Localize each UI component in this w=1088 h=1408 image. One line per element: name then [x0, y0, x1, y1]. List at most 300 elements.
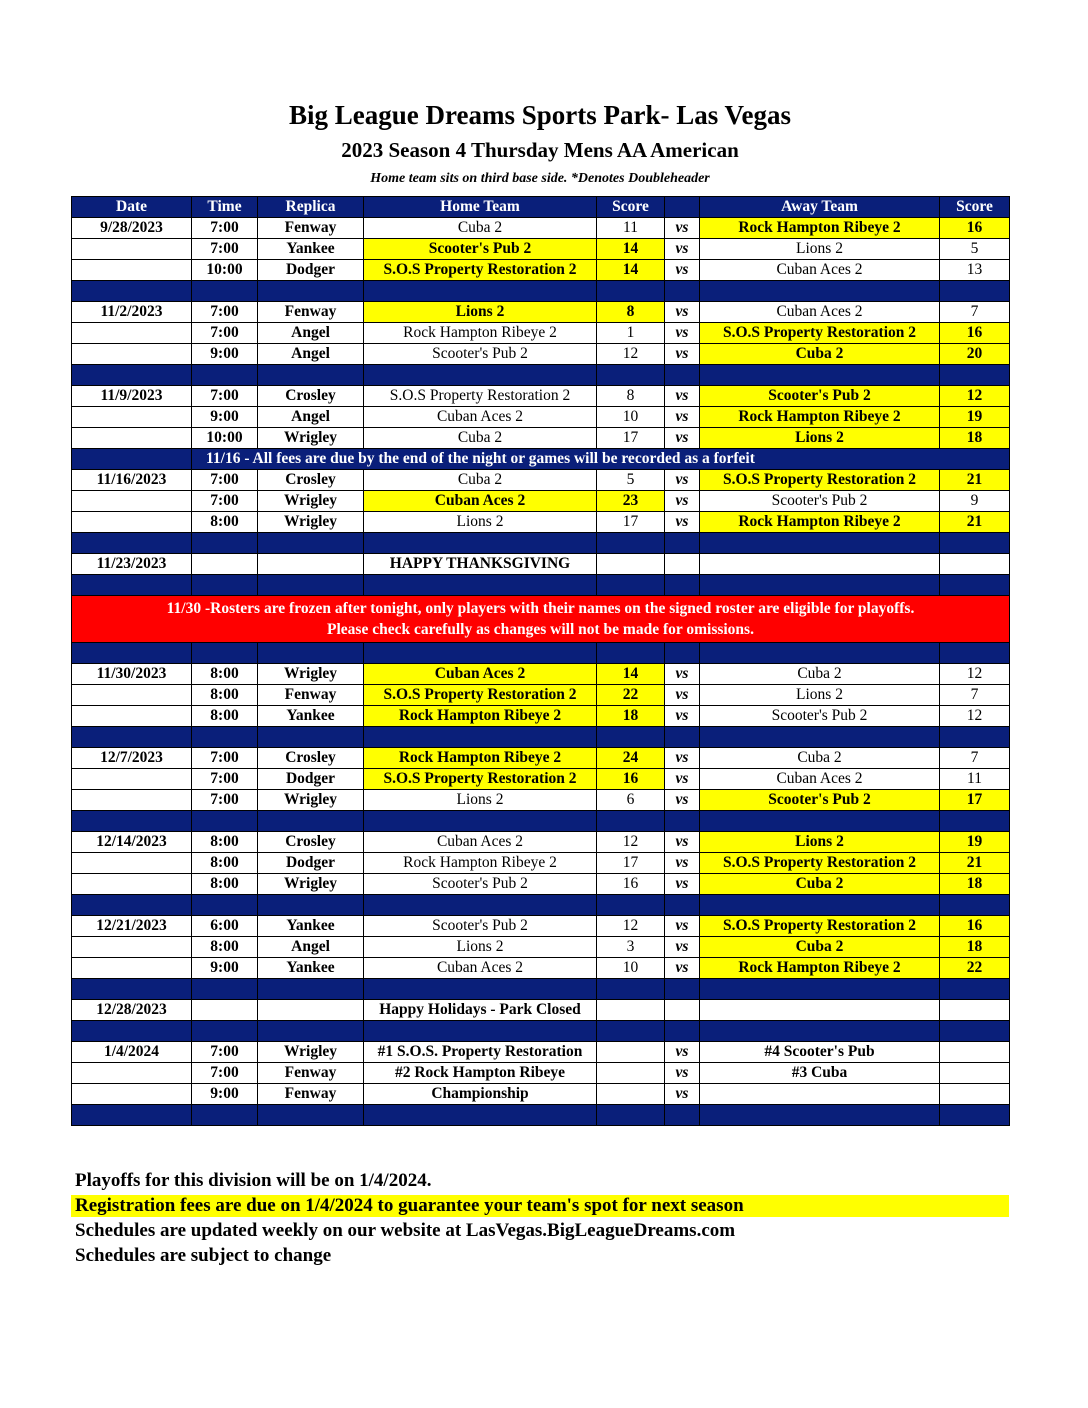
game-date: 9/28/2023	[72, 218, 192, 239]
separator-cell	[192, 643, 258, 664]
game-field: Angel	[258, 323, 364, 344]
game-field: Dodger	[258, 769, 364, 790]
separator-cell	[665, 727, 700, 748]
col-header-away-team: Away Team	[700, 197, 940, 218]
game-time: 9:00	[192, 958, 258, 979]
away-score: 16	[940, 916, 1010, 937]
footer-registration-note: Registration fees are due on 1/4/2024 to guarantee your team's spot for next season	[71, 1195, 1009, 1217]
separator-row	[72, 895, 1010, 916]
game-date	[72, 428, 192, 449]
away-score: 7	[940, 685, 1010, 706]
home-score: 23	[597, 491, 665, 512]
separator-cell	[364, 1021, 597, 1042]
separator-cell	[665, 533, 700, 554]
home-score: 12	[597, 832, 665, 853]
game-time	[192, 554, 258, 575]
home-score: 10	[597, 958, 665, 979]
away-team: Scooter's Pub 2	[700, 491, 940, 512]
game-date: 11/2/2023	[72, 302, 192, 323]
separator-cell	[192, 895, 258, 916]
separator-cell	[72, 575, 192, 596]
vs-label: vs	[665, 1084, 700, 1105]
game-row	[72, 302, 1010, 323]
game-field: Fenway	[258, 1084, 364, 1105]
game-date: 12/14/2023	[72, 832, 192, 853]
separator-cell	[364, 365, 597, 386]
roster-alert-line1: 11/30 -Rosters are frozen after tonight, only players with their names on the signed roster are eligible for playoffs.	[166, 600, 915, 617]
blank-cell	[72, 449, 192, 470]
separator-cell	[72, 365, 192, 386]
vs-label: vs	[665, 512, 700, 533]
home-score: 24	[597, 748, 665, 769]
game-date	[72, 706, 192, 727]
game-field: Yankee	[258, 916, 364, 937]
game-date	[72, 685, 192, 706]
separator-cell	[597, 1105, 665, 1126]
game-date	[72, 958, 192, 979]
game-time: 7:00	[192, 218, 258, 239]
game-date	[72, 407, 192, 428]
game-field: Dodger	[258, 260, 364, 281]
home-team: S.O.S Property Restoration 2	[364, 685, 597, 706]
game-time: 7:00	[192, 1063, 258, 1084]
footer-playoffs-note: Playoffs for this division will be on 1/4/2024.	[75, 1170, 432, 1191]
game-time: 7:00	[192, 323, 258, 344]
home-score	[597, 1063, 665, 1084]
table-header-row	[72, 197, 1010, 218]
separator-cell	[665, 979, 700, 1000]
game-field: Wrigley	[258, 428, 364, 449]
away-score: 7	[940, 302, 1010, 323]
game-date: 11/16/2023	[72, 470, 192, 491]
separator-cell	[72, 281, 192, 302]
home-score: 11	[597, 218, 665, 239]
separator-cell	[597, 575, 665, 596]
away-team: #3 Cuba	[700, 1063, 940, 1084]
separator-cell	[192, 811, 258, 832]
separator-cell	[597, 281, 665, 302]
home-team: #2 Rock Hampton Ribeye	[364, 1063, 597, 1084]
away-team: #4 Scooter's Pub	[700, 1042, 940, 1063]
away-team: Cuban Aces 2	[700, 260, 940, 281]
game-time: 8:00	[192, 664, 258, 685]
vs-label	[665, 554, 700, 575]
game-date	[72, 239, 192, 260]
game-row	[72, 853, 1010, 874]
away-team	[700, 1084, 940, 1105]
away-team: Lions 2	[700, 685, 940, 706]
separator-row	[72, 1105, 1010, 1126]
separator-row	[72, 979, 1010, 1000]
away-team: Scooter's Pub 2	[700, 790, 940, 811]
away-team: Cuba 2	[700, 874, 940, 895]
separator-cell	[258, 1105, 364, 1126]
game-date: 11/23/2023	[72, 554, 192, 575]
separator-cell	[665, 811, 700, 832]
away-score: 19	[940, 832, 1010, 853]
col-header-home-team: Home Team	[364, 197, 597, 218]
away-score	[940, 554, 1010, 575]
separator-cell	[940, 1021, 1010, 1042]
game-field: Wrigley	[258, 790, 364, 811]
roster-alert-line2: Please check carefully as changes will not be made for omissions.	[327, 621, 754, 638]
separator-cell	[72, 533, 192, 554]
game-time: 9:00	[192, 1084, 258, 1105]
game-row	[72, 1084, 1010, 1105]
vs-label: vs	[665, 407, 700, 428]
separator-cell	[72, 643, 192, 664]
fees-banner-row	[72, 449, 1010, 470]
home-score: 17	[597, 853, 665, 874]
home-team: S.O.S Property Restoration 2	[364, 769, 597, 790]
home-team: Lions 2	[364, 512, 597, 533]
away-score: 7	[940, 748, 1010, 769]
footer-website-note: Schedules are updated weekly on our website at LasVegas.BigLeagueDreams.com	[75, 1220, 736, 1241]
vs-label: vs	[665, 769, 700, 790]
vs-label: vs	[665, 748, 700, 769]
game-row	[72, 491, 1010, 512]
separator-cell	[597, 1021, 665, 1042]
game-field: Yankee	[258, 239, 364, 260]
home-team: S.O.S Property Restoration 2	[364, 260, 597, 281]
separator-cell	[700, 643, 940, 664]
separator-cell	[72, 811, 192, 832]
away-team: Scooter's Pub 2	[700, 386, 940, 407]
away-team: Lions 2	[700, 239, 940, 260]
game-row	[72, 407, 1010, 428]
vs-label: vs	[665, 958, 700, 979]
vs-label: vs	[665, 302, 700, 323]
game-field: Yankee	[258, 706, 364, 727]
game-row	[72, 260, 1010, 281]
game-row	[72, 386, 1010, 407]
game-time: 7:00	[192, 470, 258, 491]
separator-cell	[940, 895, 1010, 916]
game-date	[72, 344, 192, 365]
separator-cell	[700, 1021, 940, 1042]
separator-cell	[597, 365, 665, 386]
separator-cell	[258, 575, 364, 596]
away-score: 12	[940, 706, 1010, 727]
page-subtitle: 2023 Season 4 Thursday Mens AA American	[341, 138, 739, 162]
game-row	[72, 428, 1010, 449]
separator-cell	[940, 811, 1010, 832]
away-score: 21	[940, 853, 1010, 874]
separator-cell	[665, 281, 700, 302]
game-row	[72, 344, 1010, 365]
game-row	[72, 323, 1010, 344]
vs-label: vs	[665, 386, 700, 407]
game-time	[192, 1000, 258, 1021]
home-team: #1 S.O.S. Property Restoration	[364, 1042, 597, 1063]
game-field: Wrigley	[258, 874, 364, 895]
home-team: Scooter's Pub 2	[364, 916, 597, 937]
away-score: 13	[940, 260, 1010, 281]
game-field: Fenway	[258, 1063, 364, 1084]
col-header-away-score: Score	[940, 197, 1010, 218]
separator-cell	[665, 895, 700, 916]
game-time: 8:00	[192, 685, 258, 706]
home-team: Rock Hampton Ribeye 2	[364, 323, 597, 344]
separator-cell	[597, 895, 665, 916]
separator-cell	[258, 979, 364, 1000]
separator-row	[72, 281, 1010, 302]
home-team: Scooter's Pub 2	[364, 874, 597, 895]
home-team: Cuban Aces 2	[364, 958, 597, 979]
home-team: Lions 2	[364, 302, 597, 323]
separator-cell	[665, 365, 700, 386]
game-date	[72, 790, 192, 811]
separator-cell	[364, 575, 597, 596]
separator-row	[72, 643, 1010, 664]
home-score: 1	[597, 323, 665, 344]
home-team: Rock Hampton Ribeye 2	[364, 748, 597, 769]
col-header-time: Time	[192, 197, 258, 218]
away-score: 22	[940, 958, 1010, 979]
away-score: 18	[940, 874, 1010, 895]
game-field: Angel	[258, 937, 364, 958]
away-team: Rock Hampton Ribeye 2	[700, 958, 940, 979]
vs-label: vs	[665, 428, 700, 449]
separator-cell	[700, 533, 940, 554]
schedule-note: Home team sits on third base side. *Denotes Doubleheader	[370, 171, 710, 186]
game-date: 1/4/2024	[72, 1042, 192, 1063]
separator-cell	[940, 979, 1010, 1000]
separator-cell	[364, 281, 597, 302]
separator-cell	[700, 575, 940, 596]
vs-label: vs	[665, 491, 700, 512]
home-team: S.O.S Property Restoration 2	[364, 386, 597, 407]
game-row	[72, 790, 1010, 811]
separator-cell	[192, 1105, 258, 1126]
separator-cell	[665, 575, 700, 596]
game-time: 6:00	[192, 916, 258, 937]
away-team: Lions 2	[700, 832, 940, 853]
away-score: 18	[940, 428, 1010, 449]
game-time: 7:00	[192, 748, 258, 769]
separator-row	[72, 811, 1010, 832]
game-row	[72, 554, 1010, 575]
away-team: Cuba 2	[700, 344, 940, 365]
game-field: Wrigley	[258, 491, 364, 512]
separator-cell	[700, 1105, 940, 1126]
away-score: 21	[940, 512, 1010, 533]
game-row	[72, 239, 1010, 260]
away-team: Cuba 2	[700, 664, 940, 685]
separator-cell	[597, 727, 665, 748]
game-row	[72, 664, 1010, 685]
home-team: Scooter's Pub 2	[364, 239, 597, 260]
game-time: 9:00	[192, 407, 258, 428]
separator-cell	[192, 1021, 258, 1042]
separator-cell	[597, 979, 665, 1000]
page-title: Big League Dreams Sports Park- Las Vegas	[288, 100, 792, 130]
game-row	[72, 769, 1010, 790]
game-field: Dodger	[258, 853, 364, 874]
separator-cell	[364, 895, 597, 916]
game-time: 8:00	[192, 706, 258, 727]
separator-cell	[700, 365, 940, 386]
separator-cell	[258, 811, 364, 832]
schedule-body	[72, 218, 1010, 1126]
home-team: Rock Hampton Ribeye 2	[364, 853, 597, 874]
away-score: 19	[940, 407, 1010, 428]
vs-label: vs	[665, 323, 700, 344]
game-date: 11/9/2023	[72, 386, 192, 407]
game-row	[72, 832, 1010, 853]
footer-change-note: Schedules are subject to change	[75, 1245, 332, 1266]
banner-text: 11/16 - All fees are due by the end of the night or games will be recorded as a forfeit	[192, 449, 1010, 470]
home-score: 12	[597, 916, 665, 937]
separator-cell	[72, 979, 192, 1000]
vs-label: vs	[665, 874, 700, 895]
separator-cell	[700, 281, 940, 302]
home-score: 22	[597, 685, 665, 706]
game-row	[72, 218, 1010, 239]
separator-cell	[700, 895, 940, 916]
vs-label: vs	[665, 470, 700, 491]
game-date	[72, 1084, 192, 1105]
roster-alert	[72, 596, 1010, 643]
vs-label: vs	[665, 664, 700, 685]
separator-cell	[72, 1105, 192, 1126]
separator-cell	[192, 727, 258, 748]
separator-cell	[192, 575, 258, 596]
away-team: Cuba 2	[700, 937, 940, 958]
home-team: Happy Holidays - Park Closed	[364, 1000, 597, 1021]
game-date: 12/21/2023	[72, 916, 192, 937]
separator-cell	[258, 281, 364, 302]
game-field: Yankee	[258, 958, 364, 979]
game-field: Wrigley	[258, 512, 364, 533]
separator-cell	[72, 727, 192, 748]
game-time: 8:00	[192, 512, 258, 533]
separator-cell	[940, 533, 1010, 554]
away-score	[940, 1084, 1010, 1105]
separator-cell	[258, 365, 364, 386]
home-team: Cuban Aces 2	[364, 832, 597, 853]
vs-label: vs	[665, 685, 700, 706]
game-date	[72, 1063, 192, 1084]
home-team: Cuban Aces 2	[364, 407, 597, 428]
vs-label: vs	[665, 1063, 700, 1084]
away-score	[940, 1042, 1010, 1063]
game-time: 7:00	[192, 491, 258, 512]
game-row	[72, 1063, 1010, 1084]
separator-cell	[597, 811, 665, 832]
away-score: 12	[940, 664, 1010, 685]
home-team: Lions 2	[364, 790, 597, 811]
col-header-home-score: Score	[597, 197, 665, 218]
separator-cell	[258, 1021, 364, 1042]
game-row	[72, 706, 1010, 727]
separator-row	[72, 533, 1010, 554]
away-score: 11	[940, 769, 1010, 790]
away-team: Cuba 2	[700, 748, 940, 769]
vs-label: vs	[665, 239, 700, 260]
game-row	[72, 748, 1010, 769]
away-team: S.O.S Property Restoration 2	[700, 916, 940, 937]
game-row	[72, 685, 1010, 706]
home-score: 17	[597, 428, 665, 449]
separator-cell	[258, 533, 364, 554]
game-field: Fenway	[258, 302, 364, 323]
away-team: Lions 2	[700, 428, 940, 449]
home-score	[597, 1084, 665, 1105]
separator-cell	[72, 895, 192, 916]
away-team: Rock Hampton Ribeye 2	[700, 218, 940, 239]
away-team: Rock Hampton Ribeye 2	[700, 512, 940, 533]
game-row	[72, 512, 1010, 533]
home-score: 8	[597, 302, 665, 323]
separator-cell	[192, 533, 258, 554]
separator-cell	[364, 533, 597, 554]
away-team	[700, 1000, 940, 1021]
separator-cell	[192, 281, 258, 302]
game-time: 8:00	[192, 832, 258, 853]
vs-label: vs	[665, 937, 700, 958]
game-row	[72, 916, 1010, 937]
home-score: 16	[597, 769, 665, 790]
separator-cell	[258, 895, 364, 916]
separator-row	[72, 365, 1010, 386]
home-team: Cuban Aces 2	[364, 664, 597, 685]
separator-cell	[700, 811, 940, 832]
game-time: 9:00	[192, 344, 258, 365]
away-score: 17	[940, 790, 1010, 811]
separator-cell	[597, 533, 665, 554]
col-header-vs	[665, 197, 700, 218]
game-time: 7:00	[192, 302, 258, 323]
away-score	[940, 1000, 1010, 1021]
away-score: 20	[940, 344, 1010, 365]
game-date	[72, 874, 192, 895]
game-field: Crosley	[258, 386, 364, 407]
away-score: 5	[940, 239, 1010, 260]
separator-row	[72, 1021, 1010, 1042]
game-row	[72, 470, 1010, 491]
away-team: S.O.S Property Restoration 2	[700, 323, 940, 344]
game-field: Angel	[258, 344, 364, 365]
separator-cell	[364, 643, 597, 664]
vs-label	[665, 1000, 700, 1021]
game-row	[72, 1000, 1010, 1021]
col-header-replica: Replica	[258, 197, 364, 218]
game-date	[72, 491, 192, 512]
away-team: Scooter's Pub 2	[700, 706, 940, 727]
vs-label: vs	[665, 1042, 700, 1063]
separator-cell	[364, 1105, 597, 1126]
home-score: 5	[597, 470, 665, 491]
game-row	[72, 1042, 1010, 1063]
game-row	[72, 958, 1010, 979]
vs-label: vs	[665, 790, 700, 811]
home-team: Scooter's Pub 2	[364, 344, 597, 365]
separator-cell	[665, 643, 700, 664]
separator-cell	[940, 1105, 1010, 1126]
separator-cell	[72, 1021, 192, 1042]
away-score: 12	[940, 386, 1010, 407]
home-score: 18	[597, 706, 665, 727]
game-time: 8:00	[192, 937, 258, 958]
separator-row	[72, 727, 1010, 748]
vs-label: vs	[665, 344, 700, 365]
game-time: 7:00	[192, 386, 258, 407]
separator-cell	[940, 575, 1010, 596]
home-team: HAPPY THANKSGIVING	[364, 554, 597, 575]
separator-row	[72, 575, 1010, 596]
home-score: 12	[597, 344, 665, 365]
